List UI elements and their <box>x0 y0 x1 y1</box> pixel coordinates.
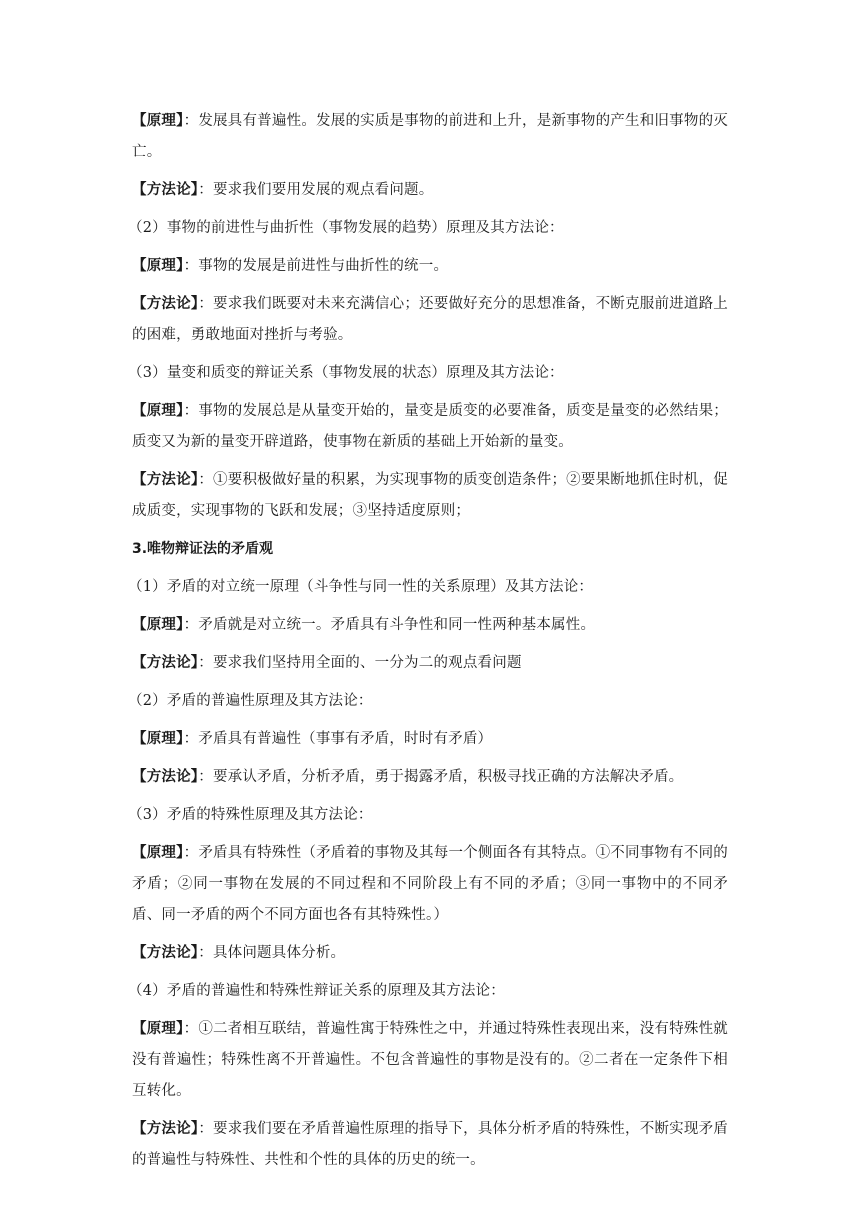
paragraph-label: 【方法论】 <box>132 655 199 671</box>
paragraph-label: 【原理】 <box>132 845 184 861</box>
document-body <box>128 106 729 1183</box>
paragraph-text: ：要承认矛盾，分析矛盾，勇于揭露矛盾，积极寻找正确的方法解决矛盾。 <box>198 769 684 785</box>
subsection-heading: （3）量变和质变的辩证关系（事物发展的状态）原理及其方法论： <box>128 365 564 381</box>
paragraph-label: 【方法论】 <box>132 769 199 785</box>
subsection-heading: （4）矛盾的普遍性和特殊性辩证关系的原理及其方法论： <box>128 983 505 999</box>
paragraph-text: ：具体问题具体分析。 <box>198 945 346 961</box>
body-paragraph <box>132 289 728 351</box>
body-paragraph <box>132 648 728 679</box>
paragraph-text: ：要求我们坚持用全面的、一分为二的观点看问题 <box>198 655 522 671</box>
subsection-heading: （1）矛盾的对立统一原理（斗争性与同一性的关系原理）及其方法论： <box>128 579 594 595</box>
body-paragraph <box>132 838 728 931</box>
paragraph-text: ：矛盾具有普遍性（事事有矛盾，时时有矛盾） <box>183 731 493 747</box>
paragraph-text: ：发展具有普遍性。发展的实质是事物的前进和上升，是新事物的产生和旧事物的灭亡。 <box>132 113 728 160</box>
body-paragraph <box>132 175 728 206</box>
body-paragraph <box>132 724 728 755</box>
body-paragraph <box>132 762 728 793</box>
paragraph-label: 【方法论】 <box>132 182 199 198</box>
paragraph-text: ：矛盾就是对立统一。矛盾具有斗争性和同一性两种基本属性。 <box>183 617 596 633</box>
body-paragraph <box>132 1014 728 1107</box>
body-paragraph <box>132 251 728 282</box>
paragraph-label: 【方法论】 <box>132 1121 199 1137</box>
paragraph-text: ：要求我们要用发展的观点看问题。 <box>198 182 434 198</box>
body-paragraph <box>132 396 728 458</box>
subsection-heading: （2）矛盾的普遍性原理及其方法论： <box>128 693 373 709</box>
body-paragraph <box>132 1114 728 1176</box>
paragraph-text: ：事物的发展总是从量变开始的，量变是质变的必要准备，质变是量变的必然结果；质变又为新的量变开辟道路，使事物在新质的基础上开始新的量变。 <box>132 403 728 450</box>
subsection-heading: （2）事物的前进性与曲折性（事物发展的趋势）原理及其方法论： <box>128 220 564 236</box>
paragraph-text: ：要求我们要在矛盾普遍性原理的指导下，具体分析矛盾的特殊性，不断实现矛盾的普遍性与特殊性、共性和个性的具体的历史的统一。 <box>132 1121 729 1168</box>
paragraph-text: ：①要积极做好量的积累，为实现事物的质变创造条件；②要果断地抓住时机，促成质变，实现事物的飞跃和发展；③坚持适度原则； <box>132 472 729 519</box>
paragraph-label: 【原理】 <box>132 1021 184 1037</box>
paragraph-label: 【原理】 <box>132 258 184 274</box>
body-paragraph <box>132 610 728 641</box>
paragraph-label: 【原理】 <box>132 403 184 419</box>
paragraph-label: 【方法论】 <box>132 472 199 488</box>
paragraph-text: ：要求我们既要对未来充满信心；还要做好充分的思想准备，不断克服前进道路上的困难，勇敢地面对挫折与考验。 <box>132 296 729 343</box>
body-paragraph <box>132 465 728 527</box>
subsection-heading: （3）矛盾的特殊性原理及其方法论： <box>128 807 373 823</box>
body-paragraph <box>132 938 728 969</box>
paragraph-label: 【原理】 <box>132 617 184 633</box>
paragraph-label: 【原理】 <box>132 731 184 747</box>
paragraph-label: 【原理】 <box>132 113 184 129</box>
body-paragraph <box>132 106 728 168</box>
paragraph-text: ：矛盾具有特殊性（矛盾着的事物及其每一个侧面各有其特点。①不同事物有不同的矛盾；②同一事物在发展的不同过程和不同阶段上有不同的矛盾；③同一事物中的不同矛盾、同一矛盾的两个不同方面也各有其特殊性。） <box>132 845 728 923</box>
paragraph-label: 【方法论】 <box>132 945 199 961</box>
section-heading: 3.唯物辩证法的矛盾观 <box>132 541 274 557</box>
paragraph-text: ：事物的发展是前进性与曲折性的统一。 <box>183 258 449 274</box>
paragraph-text: ：①二者相互联结，普遍性寓于特殊性之中，并通过特殊性表现出来，没有特殊性就没有普遍性；特殊性离不开普遍性。不包含普遍性的事物是没有的。②二者在一定条件下相互转化。 <box>132 1021 728 1099</box>
paragraph-label: 【方法论】 <box>132 296 199 312</box>
